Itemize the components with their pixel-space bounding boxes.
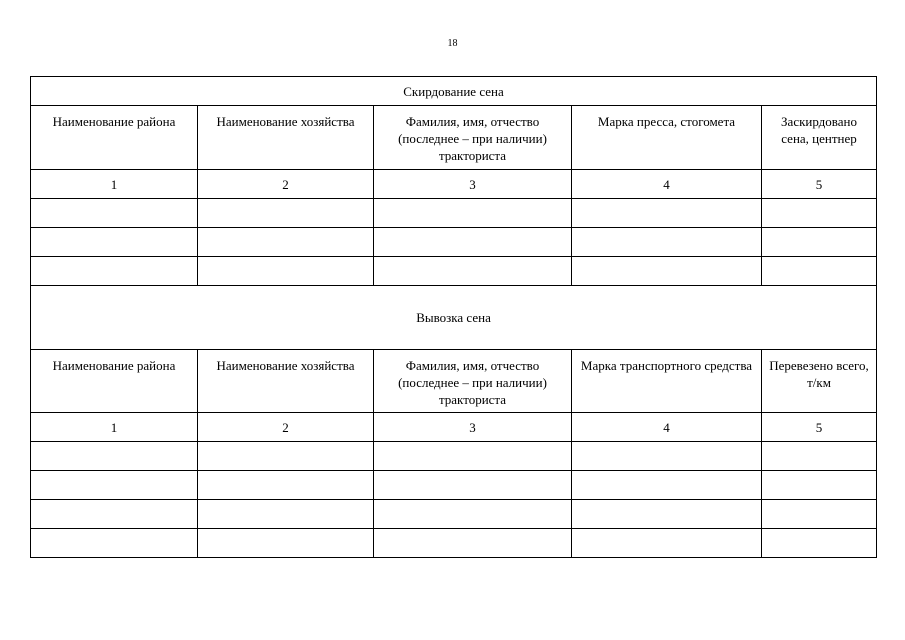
column-number: 2 bbox=[198, 170, 374, 199]
table-cell bbox=[31, 529, 198, 558]
table-cell bbox=[31, 500, 198, 529]
table-cell bbox=[31, 228, 198, 257]
table-cell bbox=[374, 529, 572, 558]
table-cell bbox=[31, 199, 198, 228]
column-header-press-brand: Марка пресса, стогомета bbox=[572, 106, 762, 170]
table-cell bbox=[374, 257, 572, 286]
column-number: 5 bbox=[762, 413, 877, 442]
column-header-transported-total: Перевезено всего, т/км bbox=[762, 350, 877, 413]
table-cell bbox=[374, 442, 572, 471]
column-number: 1 bbox=[31, 170, 198, 199]
table-row bbox=[31, 529, 877, 558]
column-header-hay-stacked: Заскирдовано сена, центнер bbox=[762, 106, 877, 170]
column-number: 1 bbox=[31, 413, 198, 442]
table-cell bbox=[374, 471, 572, 500]
table-cell bbox=[198, 257, 374, 286]
column-header-farm: Наименование хозяйства bbox=[198, 106, 374, 170]
table-cell bbox=[374, 500, 572, 529]
column-number: 4 bbox=[572, 170, 762, 199]
table-cell bbox=[31, 471, 198, 500]
table-cell bbox=[762, 442, 877, 471]
table-row bbox=[31, 257, 877, 286]
table-cell bbox=[31, 257, 198, 286]
table-cell bbox=[762, 228, 877, 257]
column-number: 4 bbox=[572, 413, 762, 442]
section-1-title-row bbox=[31, 77, 877, 106]
section-1-header-row bbox=[31, 106, 877, 170]
column-header-farm: Наименование хозяйства bbox=[198, 350, 374, 413]
table-cell bbox=[198, 199, 374, 228]
section-1-title: Скирдование сена bbox=[31, 77, 877, 106]
table-row bbox=[31, 471, 877, 500]
table-row bbox=[31, 228, 877, 257]
section-2-title: Вывозка сена bbox=[31, 286, 877, 350]
table-cell bbox=[572, 529, 762, 558]
column-header-tractor-driver: Фамилия, имя, отчество (последнее – при наличии) тракториста bbox=[374, 350, 572, 413]
table-cell bbox=[572, 199, 762, 228]
table-cell bbox=[198, 529, 374, 558]
table-row bbox=[31, 442, 877, 471]
table-cell bbox=[198, 500, 374, 529]
column-number: 3 bbox=[374, 170, 572, 199]
column-header-district: Наименование района bbox=[31, 350, 198, 413]
table-cell bbox=[572, 500, 762, 529]
column-header-district: Наименование района bbox=[31, 106, 198, 170]
table-cell bbox=[572, 228, 762, 257]
table-cell bbox=[198, 442, 374, 471]
table-row bbox=[31, 500, 877, 529]
column-header-tractor-driver: Фамилия, имя, отчество (последнее – при наличии) тракториста bbox=[374, 106, 572, 170]
table-cell bbox=[374, 199, 572, 228]
table-cell bbox=[31, 442, 198, 471]
section-2-number-row bbox=[31, 413, 877, 442]
page-number: 18 bbox=[447, 38, 458, 49]
table-cell bbox=[572, 471, 762, 500]
column-number: 3 bbox=[374, 413, 572, 442]
table-cell bbox=[762, 500, 877, 529]
table-cell bbox=[762, 257, 877, 286]
table-cell bbox=[762, 529, 877, 558]
hay-form-table bbox=[30, 76, 877, 558]
table-cell bbox=[198, 228, 374, 257]
table-cell bbox=[762, 199, 877, 228]
column-number: 5 bbox=[762, 170, 877, 199]
section-2-header-row bbox=[31, 350, 877, 413]
table-cell bbox=[762, 471, 877, 500]
table-cell bbox=[374, 228, 572, 257]
section-2-title-row bbox=[31, 286, 877, 350]
section-1-number-row bbox=[31, 170, 877, 199]
column-number: 2 bbox=[198, 413, 374, 442]
table-cell bbox=[198, 471, 374, 500]
table-row bbox=[31, 199, 877, 228]
table-cell bbox=[572, 442, 762, 471]
column-header-vehicle-brand: Марка транспортного средства bbox=[572, 350, 762, 413]
table-cell bbox=[572, 257, 762, 286]
